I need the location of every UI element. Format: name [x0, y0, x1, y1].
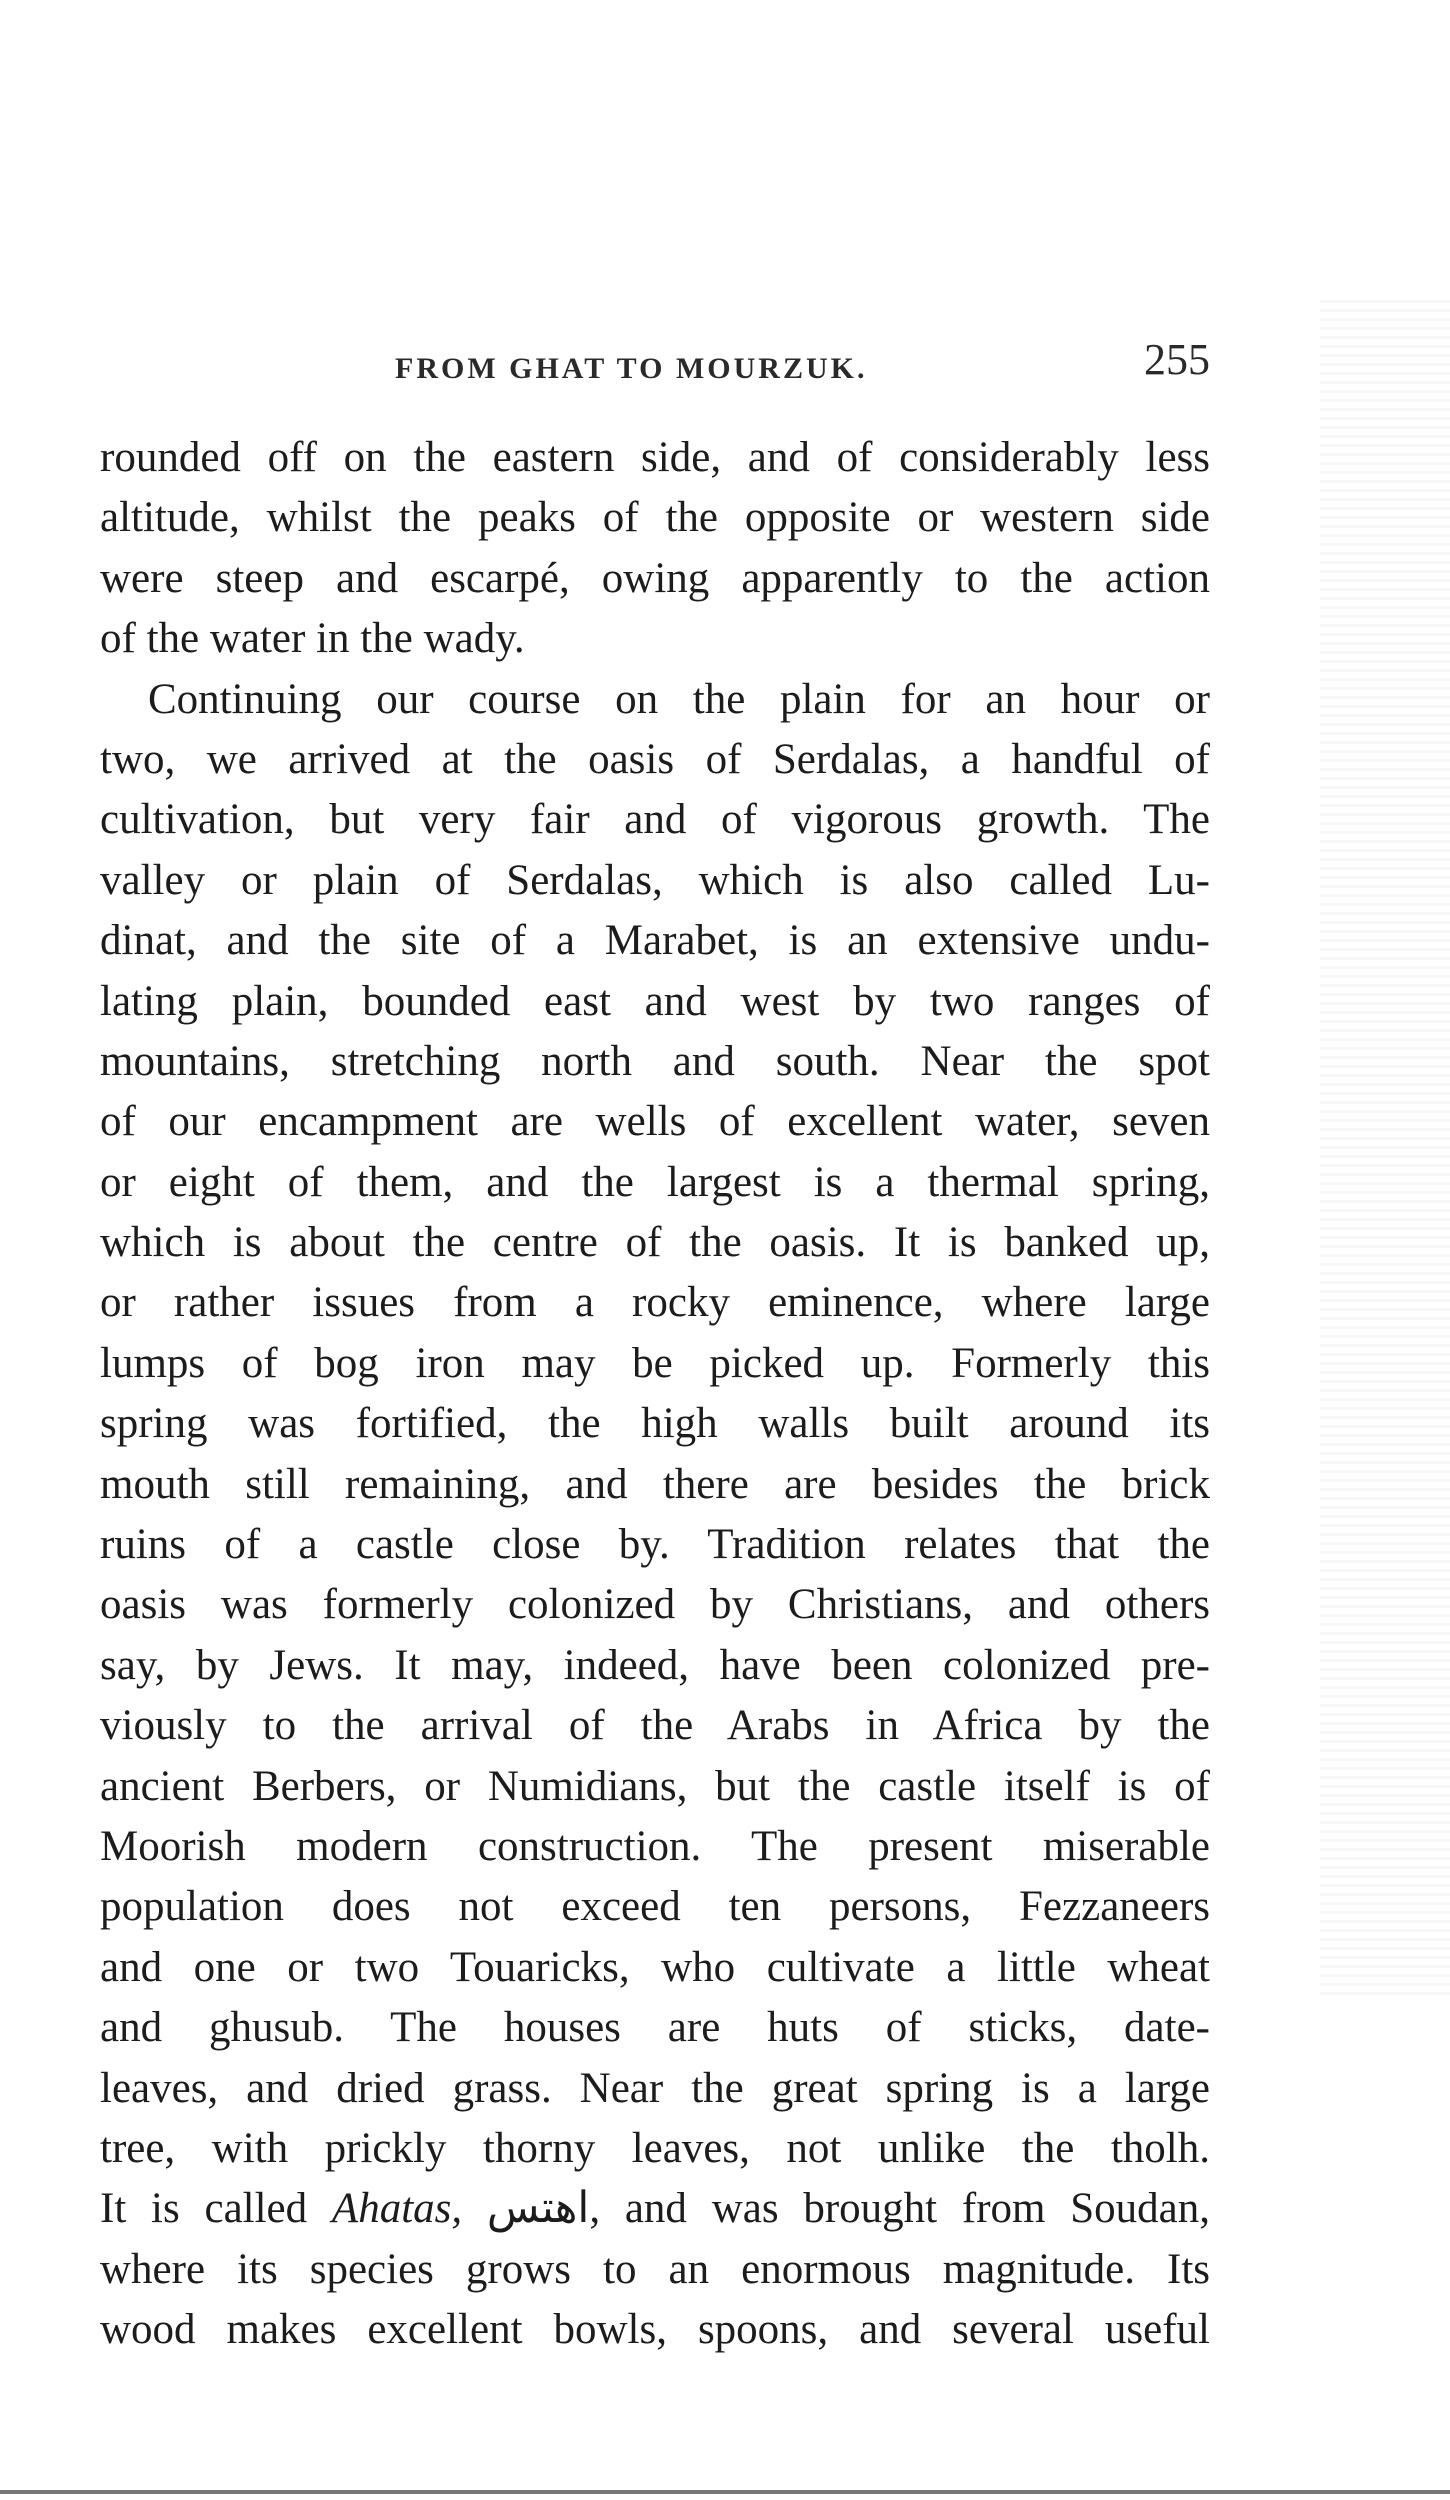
text-fragment: , and was brought from Soudan,: [589, 2185, 1210, 2233]
paper-texture: [1320, 300, 1450, 2000]
text-line: two, we arrived at the oasis of Serdalas, a handful of: [100, 735, 1210, 783]
text-line: mouth still remaining, and there are besides the brick: [100, 1460, 1210, 1508]
text-line: spring was fortified, the high walls built around its: [100, 1400, 1210, 1448]
text-line: say, by Jews. It may, indeed, have been colonized pre-: [100, 1641, 1210, 1689]
text-line: were steep and escarpé, owing apparently to the action: [100, 554, 1210, 602]
text-line: dinat, and the site of a Marabet, is an extensive undu-: [100, 917, 1210, 965]
text-line: oasis was formerly colonized by Christians, and others: [100, 1581, 1210, 1629]
text-line: population does not exceed ten persons, Fezzaneers: [100, 1883, 1210, 1931]
text-line: viously to the arrival of the Arabs in Africa by the: [100, 1702, 1210, 1750]
text-line: Moorish modern construction. The present miserable: [100, 1822, 1210, 1870]
page-number: 255: [1144, 335, 1210, 384]
text-line: tree, with prickly thorny leaves, not unlike the tholh.: [100, 2124, 1210, 2172]
text-line: lumps of bog iron may be picked up. Formerly this: [100, 1339, 1210, 1387]
text-line: leaves, and dried grass. Near the great spring is a large: [100, 2064, 1210, 2112]
text-line: or rather issues from a rocky eminence, where large: [100, 1279, 1210, 1327]
text-line: and ghusub. The houses are huts of sticks, date-: [100, 2004, 1210, 2052]
text-line: mountains, stretching north and south. Near the spot: [100, 1037, 1210, 1085]
text-line: ruins of a castle close by. Tradition relates that the: [100, 1521, 1210, 1569]
text-line: lating plain, bounded east and west by two ranges of: [100, 977, 1210, 1025]
text-line: altitude, whilst the peaks of the opposite or western side: [100, 494, 1210, 542]
text-line: wood makes excellent bowls, spoons, and several useful: [100, 2306, 1210, 2354]
text-fragment: It is called: [100, 2185, 332, 2233]
text-line-ahatas: [100, 2179, 1210, 2239]
text-line: Continuing our course on the plain for an hour or: [148, 675, 1210, 723]
text-line: which is about the centre of the oasis. It is banked up,: [100, 1219, 1210, 1267]
bottom-scan-edge: [0, 2490, 1450, 2494]
text-line: of the water in the wady.: [100, 615, 525, 663]
arabic-term: اهتس: [486, 2185, 590, 2233]
text-line: valley or plain of Serdalas, which is also called Lu-: [100, 856, 1210, 904]
text-line: where its species grows to an enormous magnitude. Its: [100, 2245, 1210, 2293]
text-body: [100, 428, 1210, 2361]
running-head: [100, 332, 1210, 392]
running-title: FROM GHAT TO MOURZUK.: [395, 352, 868, 385]
text-line: rounded off on the eastern side, and of considerably less: [100, 434, 1210, 481]
text-line: cultivation, but very fair and of vigorous growth. The: [100, 796, 1210, 844]
text-line: of our encampment are wells of excellent water, seven: [100, 1098, 1210, 1146]
text-line: ancient Berbers, or Numidians, but the castle itself is of: [100, 1762, 1210, 1810]
text-line: and one or two Touaricks, who cultivate a little wheat: [100, 1943, 1210, 1991]
text-line: or eight of them, and the largest is a thermal spring,: [100, 1158, 1210, 1206]
italic-term: Ahatas,: [331, 2185, 463, 2233]
